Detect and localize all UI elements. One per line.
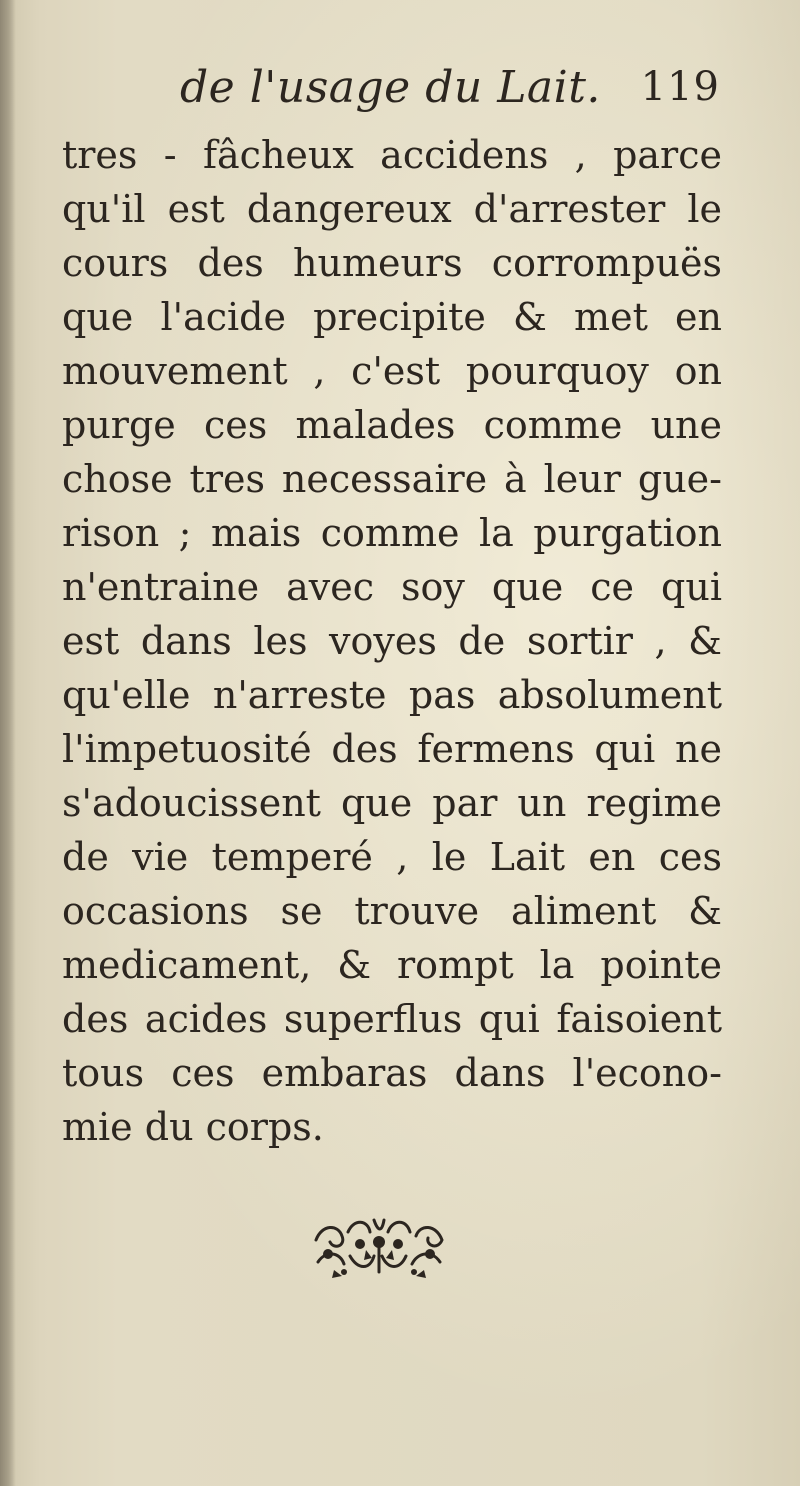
- text-line: chose tres necessaire à leur gue-: [62, 457, 722, 501]
- page-number: 119: [640, 64, 720, 110]
- text-line: rison ; mais comme la purgation: [62, 511, 722, 555]
- text-line: tous ces embaras dans l'econo-: [62, 1051, 722, 1095]
- text-line: est dans les voyes de sortir , &: [62, 619, 722, 663]
- text-line: des acides superflus qui faisoient: [62, 997, 722, 1041]
- page-header: [180, 62, 740, 122]
- text-line: mouvement , c'est pourquoy on: [62, 349, 722, 393]
- text-line: occasions se trouve aliment &: [62, 889, 722, 933]
- text-line: l'impetuosité des fermens qui ne: [62, 727, 722, 771]
- text-line: qu'il est dangereux d'arrester le: [62, 187, 722, 231]
- page-gutter-shadow: [0, 0, 16, 1486]
- text-line: que l'acide precipite & met en: [62, 295, 722, 339]
- text-line: purge ces malades comme une: [62, 403, 722, 447]
- body-text: [62, 128, 722, 1154]
- floral-ornament-icon: [308, 1210, 450, 1282]
- text-line: mie du corps.: [62, 1105, 324, 1149]
- text-line: n'entraine avec soy que ce qui: [62, 565, 722, 609]
- text-line: de vie temperé , le Lait en ces: [62, 835, 722, 879]
- text-line: qu'elle n'arreste pas absolument: [62, 673, 722, 717]
- text-line: s'adoucissent que par un regime: [62, 781, 722, 825]
- text-line: cours des humeurs corrompuës: [62, 241, 722, 285]
- running-title: de l'usage du Lait.: [180, 62, 601, 113]
- text-line: medicament, & rompt la pointe: [62, 943, 722, 987]
- text-line: tres - fâcheux accidens , parce: [62, 133, 722, 177]
